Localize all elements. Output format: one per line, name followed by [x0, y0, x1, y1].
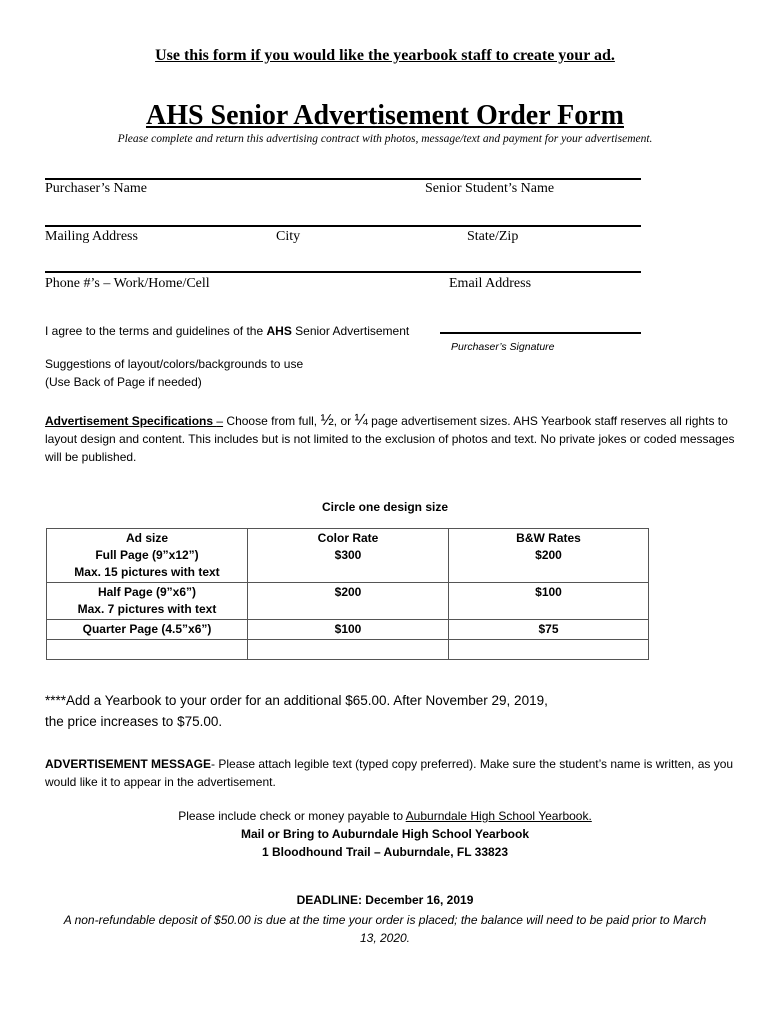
- table-cell[interactable]: $200: [248, 583, 449, 620]
- purchaser-name-label: Purchaser’s Name: [45, 181, 147, 196]
- suggestions-line-2: (Use Back of Page if needed): [45, 375, 202, 389]
- signature-line[interactable]: [440, 332, 641, 334]
- email-label: Email Address: [449, 276, 532, 291]
- phone-label: Phone #’s – Work/Home/Cell: [45, 276, 210, 291]
- table-cell[interactable]: $100: [449, 583, 649, 620]
- table-row: [47, 620, 649, 640]
- mailing-address-line[interactable]: [45, 225, 641, 227]
- signature-label: Purchaser’s Signature: [451, 341, 555, 353]
- page-title: AHS Senior Advertisement Order Form: [145, 100, 624, 131]
- table-caption: Circle one design size: [321, 500, 449, 514]
- table-cell[interactable]: $75: [449, 620, 649, 640]
- city-label: City: [276, 229, 301, 244]
- ad-size-table: [46, 528, 649, 660]
- state-zip-label: State/Zip: [467, 229, 519, 244]
- top-note: Use this form if you would like the yearbook staff to create your ad.: [155, 47, 615, 64]
- table-cell[interactable]: Color Rate $300: [248, 529, 449, 583]
- table-cell[interactable]: [47, 640, 248, 660]
- table-row: [47, 640, 649, 660]
- deadline-note: A non-refundable deposit of $50.00 is due at the time your order is placed; the balance will need to be paid prior to March 13, 2020.: [63, 913, 707, 945]
- advertisement-message: ADVERTISEMENT MESSAGE- Please attach legible text (typed copy preferred). Make sure the student’s name is written, as you would like it to appear in the advertisement.: [45, 757, 734, 789]
- mailing-address-label: Mailing Address: [45, 229, 138, 244]
- table-cell[interactable]: B&W Rates $200: [449, 529, 649, 583]
- table-cell[interactable]: [449, 640, 649, 660]
- address-line: 1 Bloodhound Trail – Auburndale, FL 33823: [261, 845, 509, 859]
- agreement-text: I agree to the terms and guidelines of the AHS Senior Advertisement: [45, 324, 410, 338]
- yearbook-offer: ****Add a Yearbook to your order for an additional $65.00. After November 29, 2019, the price increases to $75.00.: [45, 693, 548, 729]
- page-subtitle: Please complete and return this advertising contract with photos, message/text and payment for your advertisement.: [117, 133, 653, 145]
- phone-line[interactable]: [45, 271, 641, 273]
- purchaser-name-line[interactable]: [45, 178, 641, 180]
- table-cell[interactable]: $100: [248, 620, 449, 640]
- table-row: [47, 583, 649, 620]
- specifications-heading: Advertisement Specifications: [45, 414, 217, 428]
- deadline-label: DEADLINE: December 16, 2019: [296, 893, 474, 907]
- mail-to-line: Mail or Bring to Auburndale High School Yearbook: [240, 827, 530, 841]
- senior-student-name-label: Senior Student’s Name: [425, 181, 555, 196]
- table-cell[interactable]: Ad size Full Page (9”x12”) Max. 15 pictures with text: [47, 529, 248, 583]
- specifications-paragraph: Advertisement Specifications – Choose from full, ½, or ¼ page advertisement sizes. AHS Yearbook staff reserves all rights to layout design and content. This includes but is not limited to the exclusion of photos and text. No private jokes or coded messages will be published.: [45, 412, 735, 464]
- table-cell[interactable]: Quarter Page (4.5”x6”): [47, 620, 248, 640]
- table-cell[interactable]: [248, 640, 449, 660]
- suggestions-line-1: Suggestions of layout/colors/backgrounds to use: [45, 357, 304, 371]
- table-row: [47, 529, 649, 583]
- payment-instructions: Please include check or money payable to Auburndale High School Yearbook.: [178, 809, 592, 823]
- table-cell[interactable]: Half Page (9”x6”) Max. 7 pictures with text: [47, 583, 248, 620]
